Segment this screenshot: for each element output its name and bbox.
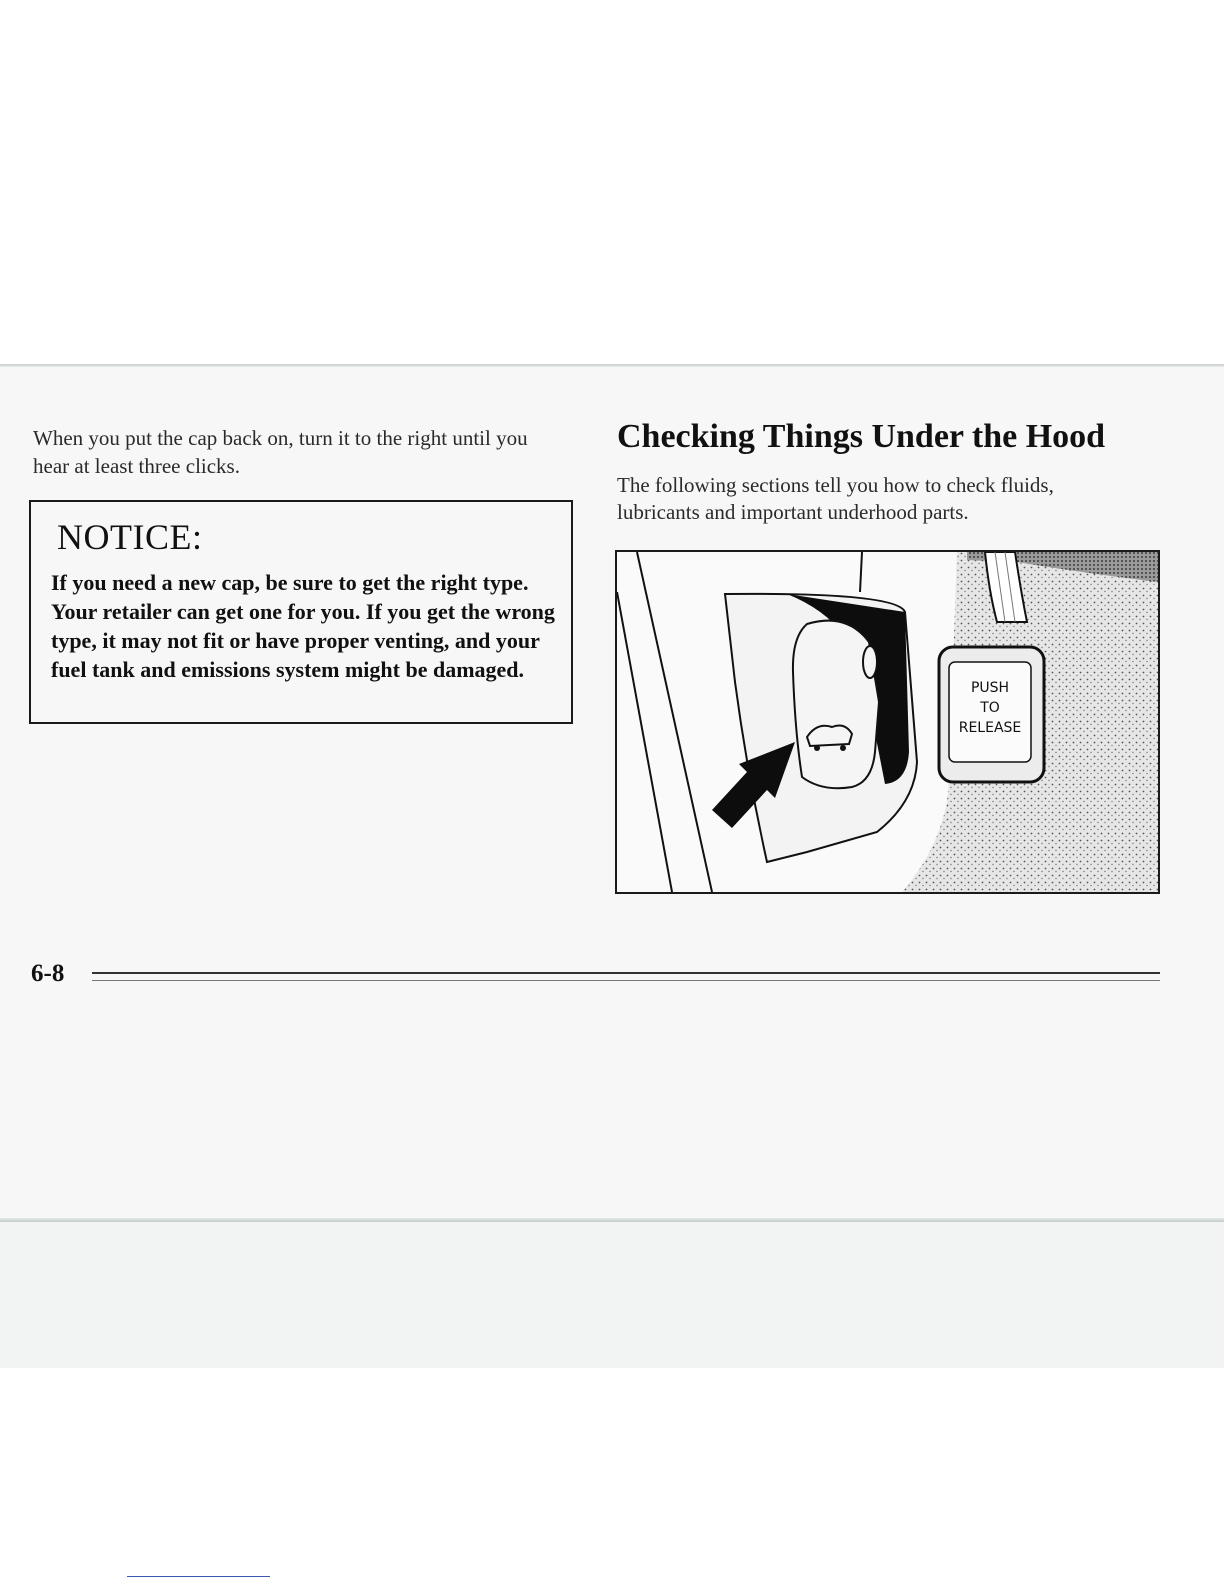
lower-band: [0, 1222, 1224, 1368]
notice-heading: NOTICE:: [57, 517, 203, 557]
intro-paragraph: When you put the cap back on, turn it to the right until you hear at least three clicks.: [33, 426, 528, 478]
footer-rule-thin: [92, 980, 1160, 981]
release-label-release: RELEASE: [958, 720, 1022, 736]
hood-release-illustration: [615, 550, 1160, 894]
notice-box: [29, 500, 573, 724]
door-edge-line-2: [637, 552, 712, 892]
handle-pivot: [863, 646, 877, 678]
hood-symbol-wheel-right: [840, 745, 846, 751]
door-edge-line-1: [617, 592, 672, 892]
section-title: Checking Things Under the Hood: [617, 418, 1106, 455]
panel-seam-line: [860, 552, 862, 592]
footer-rule: [92, 972, 1160, 974]
section-intro: The following sections tell you how to check fluids, lubricants and important underhood parts.: [617, 473, 1054, 524]
page-top-edge: [0, 364, 1224, 367]
scan-underline: [127, 1576, 270, 1577]
release-label-push: PUSH: [970, 680, 1010, 696]
page-number: 6-8: [31, 960, 65, 987]
hood-symbol-wheel-left: [814, 745, 820, 751]
hood-release-drawing: [617, 552, 1158, 892]
release-label-to: TO: [980, 700, 1000, 716]
release-handle: [793, 621, 879, 789]
notice-body: If you need a new cap, be sure to get the right type. Your retailer can get one for you. If you get the wrong type, it may not fit or have proper venting, and your fuel tank and emissions system might be damaged.: [51, 570, 555, 682]
